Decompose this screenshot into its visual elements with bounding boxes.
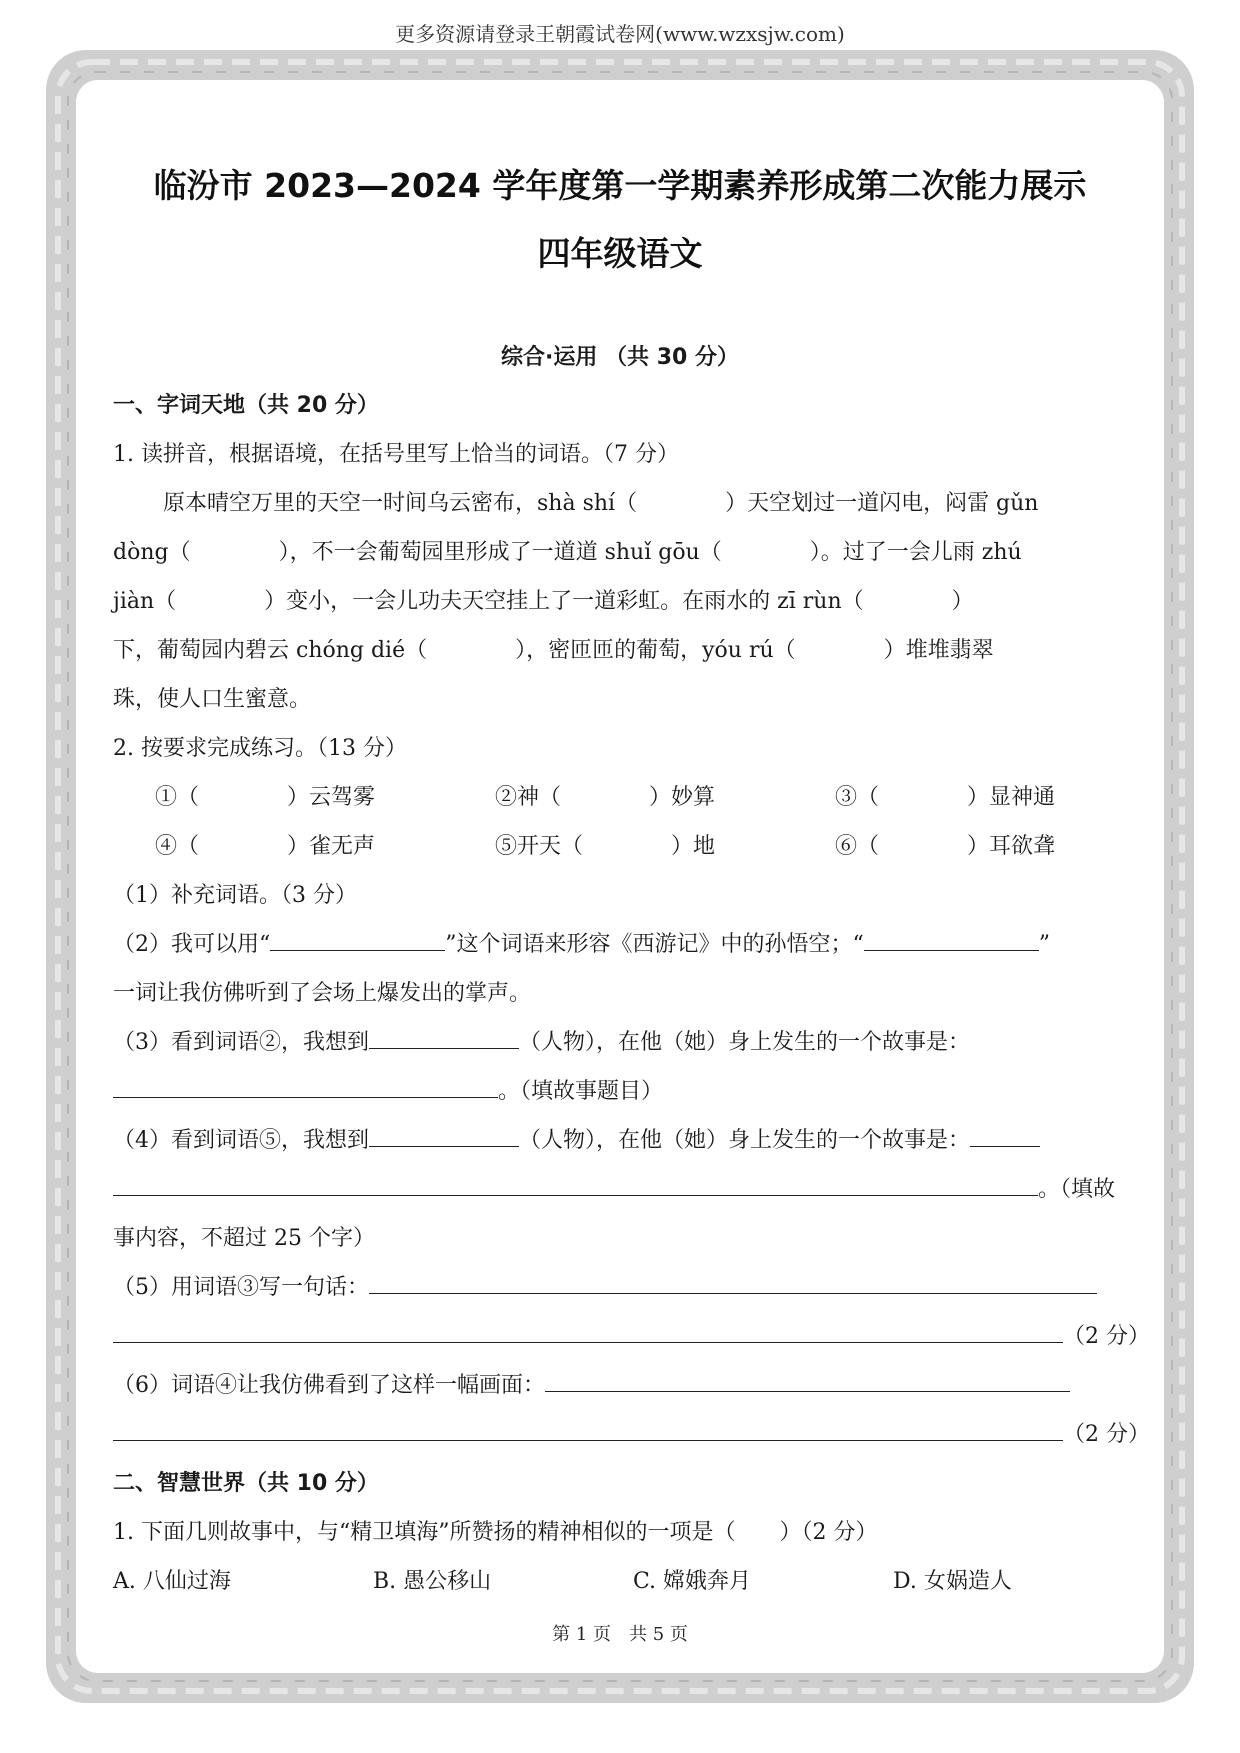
q2-part6-line1 [113,1368,1070,1399]
q1-paragraph-line5: 珠，使人口生蜜意。 [113,687,312,712]
part2-q1-title: 1. 下面几则故事中，与“精卫填海”所赞扬的精神相似的一项是（ ）（2 分） [113,1520,878,1545]
idiom-item: ②神（ ）妙算 [494,785,715,810]
q2-part6-text: （6）词语④让我仿佛看到了这样一幅画面： [113,1373,545,1398]
q2-part2-text-a: （2）我可以用“ [113,932,271,957]
idiom-item: ①（ ）云驾雾 [155,785,376,810]
exam-subject: 四年级语文 [537,234,703,273]
q2-part2-text-b: ”这个词语来形容《西游记》中的孙悟空；“ [445,932,864,957]
idiom-row-1 [155,780,1055,811]
option-a[interactable]: A. 八仙过海 [113,1569,231,1594]
q2-part3-line2 [113,1074,663,1105]
option-c[interactable]: C. 嫦娥奔月 [633,1569,752,1594]
q2-title: 2. 按要求完成练习。（13 分） [113,736,407,761]
answer-blank[interactable] [270,928,445,951]
answer-blank[interactable] [369,1271,1097,1294]
q2-part2-line2: 一词让我仿佛听到了会场上爆发出的掌声。 [113,981,532,1006]
q1-paragraph-line2: dòng（ ），不一会葡萄园里形成了一道道 shuǐ gōu（ ）。过了一会儿雨 zhú [113,540,1022,565]
q2-part3-text-c: 。（填故事题目） [498,1079,664,1104]
q2-part5-line1 [113,1270,1097,1301]
header-note: 更多资源请登录王朝霞试卷网(www.wzxsjw.com) [395,22,845,46]
option-d[interactable]: D. 女娲造人 [893,1569,1012,1594]
q2-part5-line2 [113,1319,1150,1350]
q2-part2-text-c: ” [1038,932,1050,957]
idiom-item: ⑥（ ）耳欲聋 [834,834,1055,859]
points-label: （2 分） [1063,1324,1150,1349]
q1-title: 1. 读拼音，根据语境，在括号里写上恰当的词语。（7 分） [113,442,679,467]
q2-part4-text-a: （4）看到词语⑤，我想到 [113,1128,369,1153]
q2-part4-line3: 事内容，不超过 25 个字） [113,1226,375,1251]
q2-part1: （1）补充词语。（3 分） [113,883,357,908]
part1-heading: 一、字词天地（共 20 分） [113,393,379,418]
answer-blank[interactable] [864,928,1039,951]
answer-blank[interactable] [545,1369,1070,1392]
answer-blank[interactable] [970,1124,1040,1147]
answer-blank[interactable] [369,1124,519,1147]
q2-part4-text-c: 。（填故 [1038,1177,1116,1202]
part2-heading: 二、智慧世界（共 10 分） [113,1471,379,1496]
exam-title: 临汾市 2023—2024 学年度第一学期素养形成第二次能力展示 [153,166,1087,205]
q1-paragraph-line4: 下，葡萄园内碧云 chóng dié（ ），密匝匝的葡萄，yóu rú（ ）堆堆翡翠 [113,638,994,663]
points-label: （2 分） [1063,1422,1150,1447]
q2-part3-text-a: （3）看到词语②，我想到 [113,1030,369,1055]
q1-paragraph-line1: 原本晴空万里的天空一时间乌云密布，shà shí（ ）天空划过一道闪电，闷雷 gǔn [163,491,1039,516]
q2-part2-line1 [113,927,1050,958]
idiom-item: ④（ ）雀无声 [155,834,376,859]
q1-paragraph-line3: jiàn（ ）变小，一会儿功夫天空挂上了一道彩虹。在雨水的 zī rùn（ ） [113,589,974,614]
option-b[interactable]: B. 愚公移山 [373,1569,492,1594]
q2-part4-line2 [113,1172,1115,1203]
q2-part3-text-b: （人物），在他（她）身上发生的一个故事是： [519,1030,971,1055]
answer-blank[interactable] [113,1320,1063,1343]
answer-blank[interactable] [113,1418,1063,1441]
idiom-item: ③（ ）显神通 [834,785,1055,810]
choice-options [113,1564,1033,1595]
q2-part4-line1 [113,1123,1040,1154]
section-title: 综合·运用 （共 30 分） [501,345,739,370]
q2-part5-text: （5）用词语③写一句话： [113,1275,369,1300]
idiom-item: ⑤开天（ ）地 [494,834,715,859]
q2-part6-line2 [113,1417,1150,1448]
idiom-row-2 [155,829,1055,860]
answer-blank[interactable] [113,1173,1038,1196]
answer-blank[interactable] [369,1026,519,1049]
q2-part4-text-b: （人物），在他（她）身上发生的一个故事是： [519,1128,971,1153]
answer-blank[interactable] [113,1075,498,1098]
page-footer: 第 1 页 共 5 页 [552,1624,688,1645]
q2-part3-line1 [113,1025,970,1056]
